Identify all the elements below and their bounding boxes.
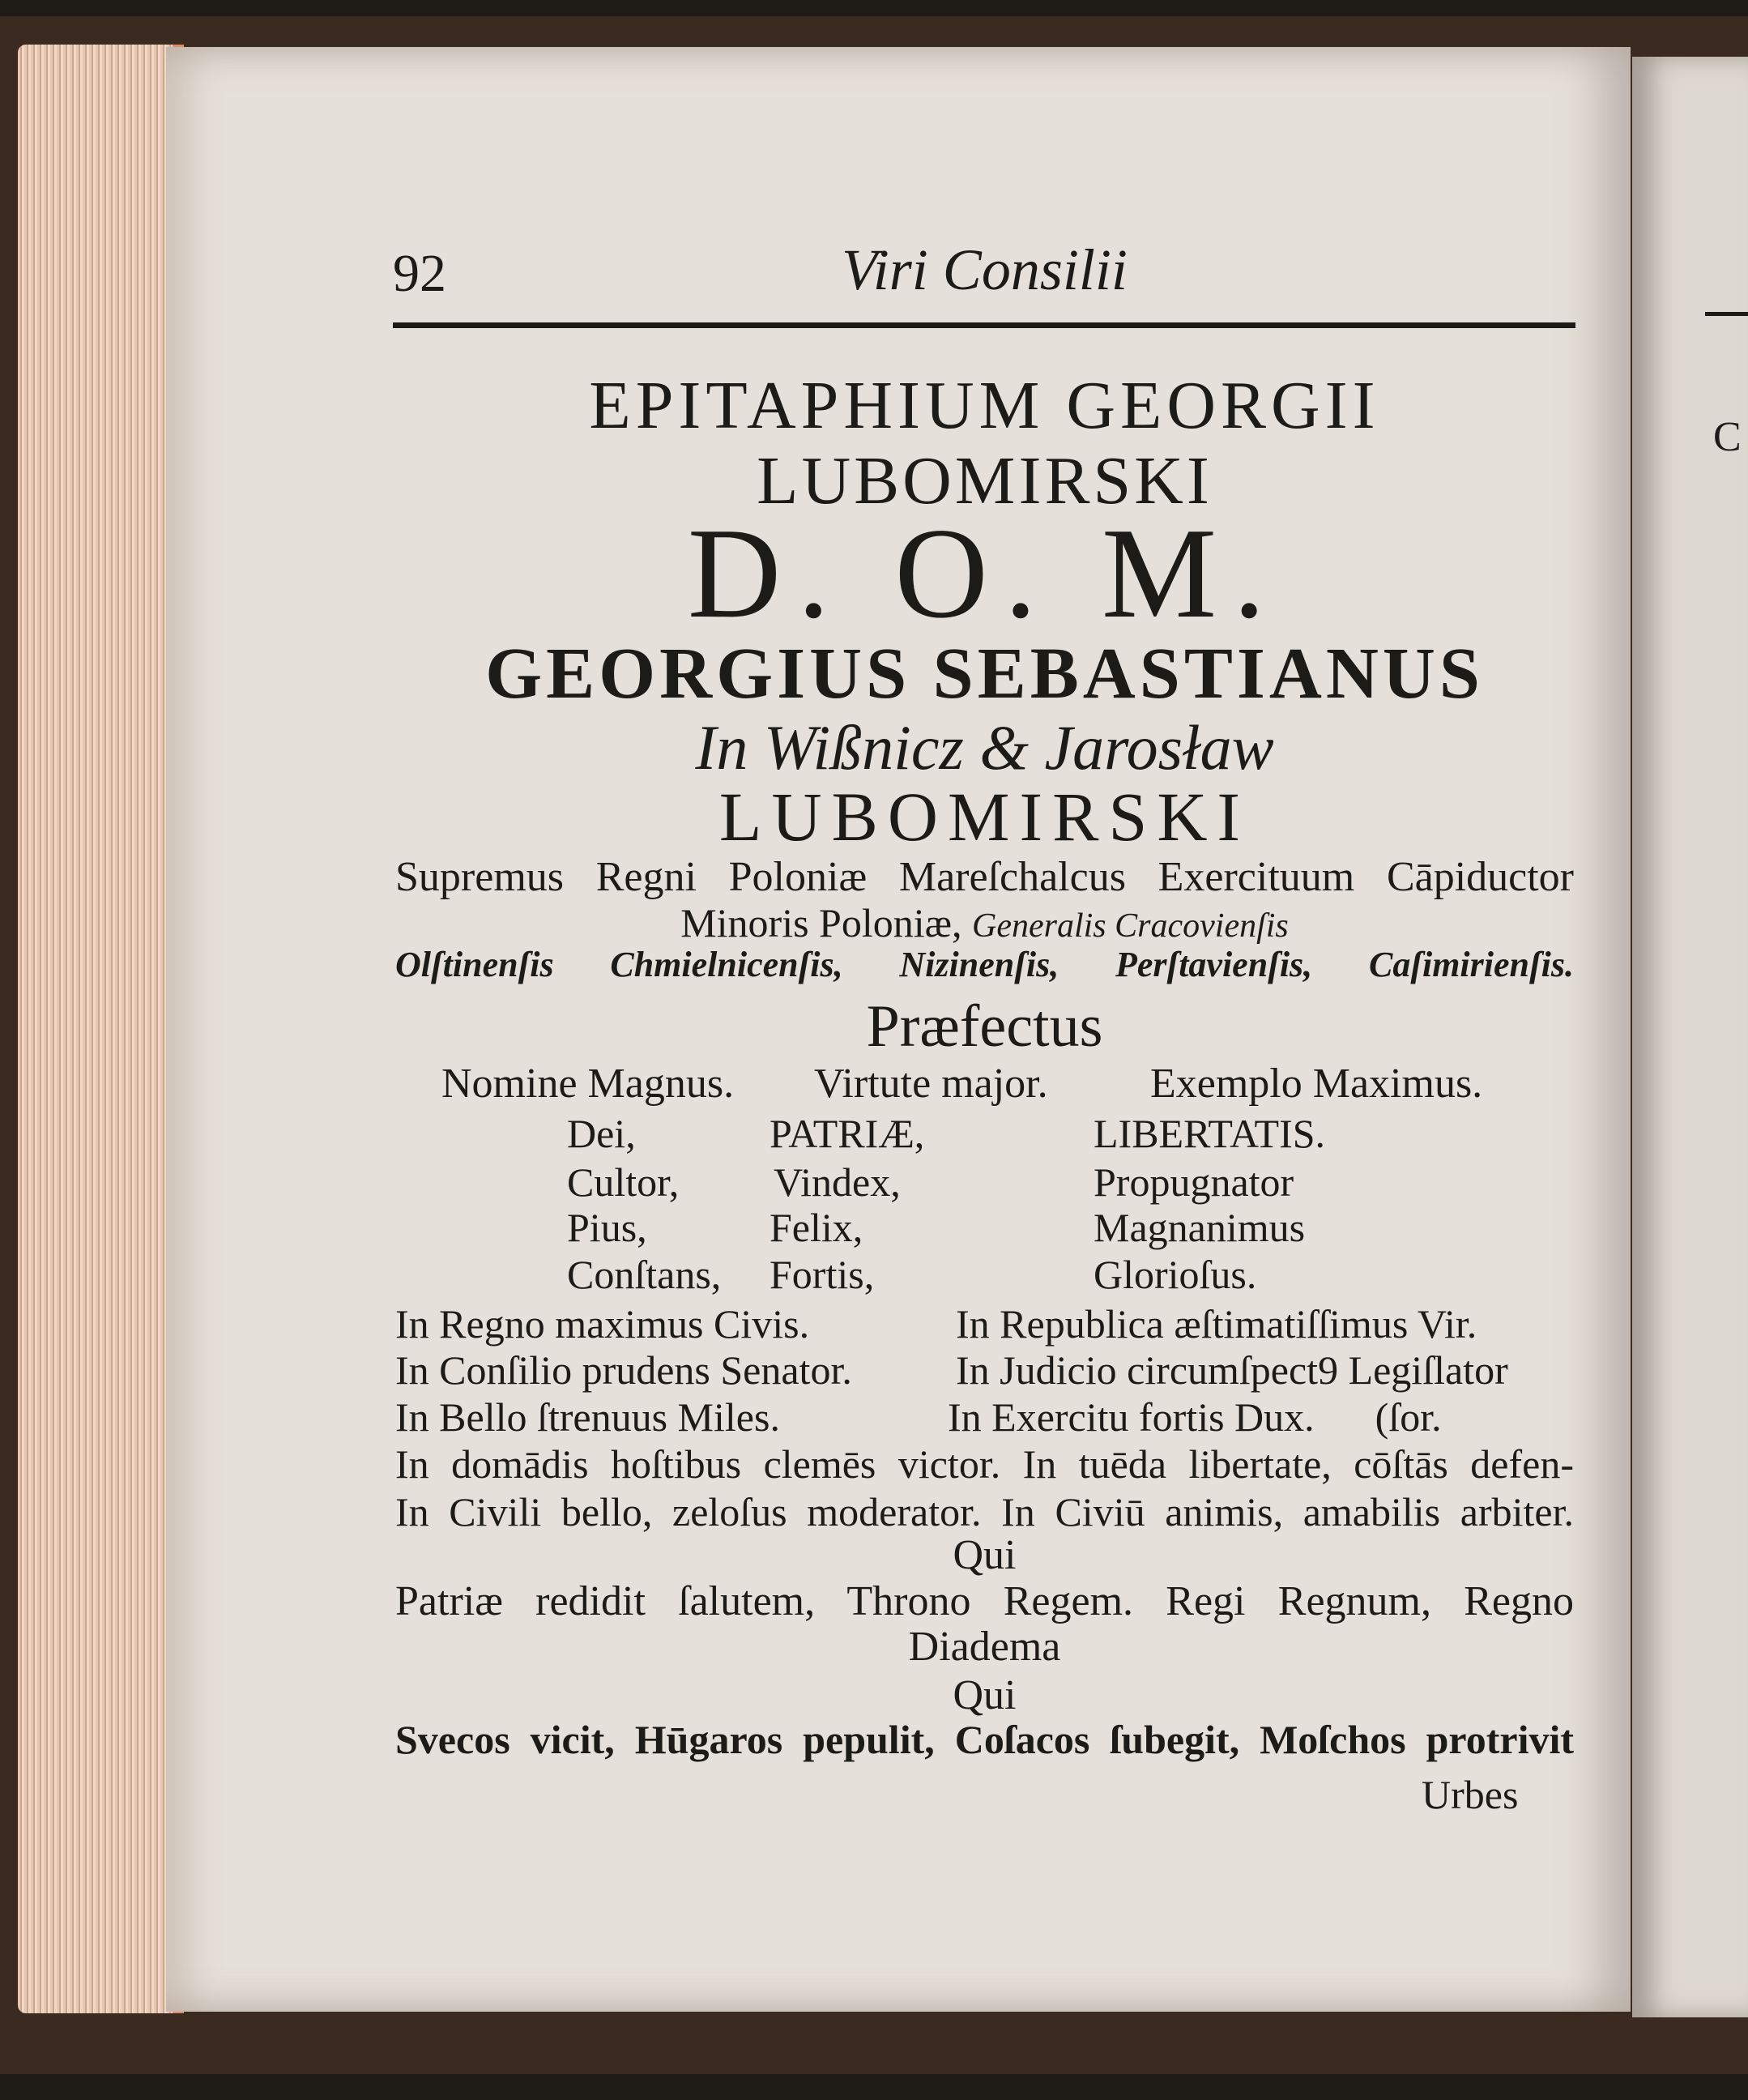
title-line-1: EPITAPHIUM GEORGII xyxy=(589,368,1380,443)
header-rule xyxy=(393,322,1575,328)
virtue-cell: Dei, xyxy=(567,1111,636,1156)
title-line-2: LUBOMIRSKI xyxy=(757,443,1213,519)
virtue-header: Exemplo Maximus. xyxy=(1150,1061,1483,1107)
page-number: 92 xyxy=(393,244,446,303)
virtue-header: Virtute major. xyxy=(814,1061,1048,1107)
qui-1: Qui xyxy=(953,1532,1017,1578)
role-cell: In Regno maximus Civis. xyxy=(395,1301,810,1347)
virtue-cell: Felix, xyxy=(770,1205,863,1250)
catchword: Urbes xyxy=(1422,1772,1519,1817)
offices-line-2b: Generalis Cracovienſis xyxy=(972,907,1289,945)
virtue-cell: Vindex, xyxy=(774,1159,901,1205)
body-line-3: Patriæ redidit ſalutem, Throno Regem. Regi Regnum, Regno xyxy=(395,1578,1574,1624)
praefectus: Præfectus xyxy=(866,993,1103,1060)
body-line-4: Diadema xyxy=(908,1624,1061,1670)
role-cell: In Conſilio prudens Senator. xyxy=(395,1347,852,1393)
role-cell: In Judicio circumſpect9 Legiſlator xyxy=(956,1347,1508,1393)
qui-2: Qui xyxy=(953,1672,1017,1718)
virtue-cell: Fortis, xyxy=(770,1252,875,1297)
facing-page-rule xyxy=(1705,312,1748,316)
virtue-cell: Magnanimus xyxy=(1094,1205,1306,1250)
virtue-cell: Conſtans, xyxy=(567,1252,722,1297)
body-line-1: In domādis hoſtibus clemēs victor. In tuēda libertate, cōſtās defen- xyxy=(395,1441,1574,1487)
place-heading: In Wißnicz & Jarosław xyxy=(695,712,1274,783)
offices-line-2 xyxy=(395,899,1574,946)
virtue-cell: Propugnator xyxy=(1094,1159,1294,1205)
offices-line-2a: Minoris Poloniæ, xyxy=(680,900,962,945)
virtue-cell: PATRIÆ, xyxy=(770,1111,925,1156)
surname-heading: LUBOMIRSKI xyxy=(718,778,1251,856)
page-edges xyxy=(18,45,184,2013)
dom-heading: D. O. M. xyxy=(687,501,1282,645)
virtue-header: Nomine Magnus. xyxy=(441,1061,735,1107)
virtue-cell: LIBERTATIS. xyxy=(1094,1111,1326,1156)
role-cell: In Republica æſtimatiſſimus Vir. xyxy=(956,1301,1477,1347)
offices-line-1: Supremus Regni Poloniæ Mareſchalcus Exercituum Cāpiductor xyxy=(395,854,1574,900)
role-cell: In Exercitu fortis Dux. (ſor. xyxy=(948,1394,1442,1440)
body-line-2: In Civili bello, zeloſus moderator. In Civiū animis, amabilis arbiter. xyxy=(395,1489,1574,1534)
name-heading: GEORGIUS SEBASTIANUS xyxy=(485,634,1484,714)
offices-line-3: Olſtinenſis Chmielnicenſis, Nizinenſis, Perſtavienſis, Caſimirienſis. xyxy=(395,945,1574,984)
virtue-cell: Glorioſus. xyxy=(1094,1252,1257,1297)
facing-page xyxy=(1632,57,1748,2017)
running-title: Viri Consilii xyxy=(842,237,1128,302)
role-cell: In Bello ſtrenuus Miles. xyxy=(395,1394,780,1440)
virtue-cell: Pius, xyxy=(567,1205,647,1250)
facing-page-fragment: C xyxy=(1713,414,1742,460)
virtue-cell: Cultor, xyxy=(567,1159,680,1205)
body-line-5: Svecos vicit, Hūgaros pepulit, Coſacos ſubegit, Moſchos protrivit xyxy=(395,1717,1574,1762)
